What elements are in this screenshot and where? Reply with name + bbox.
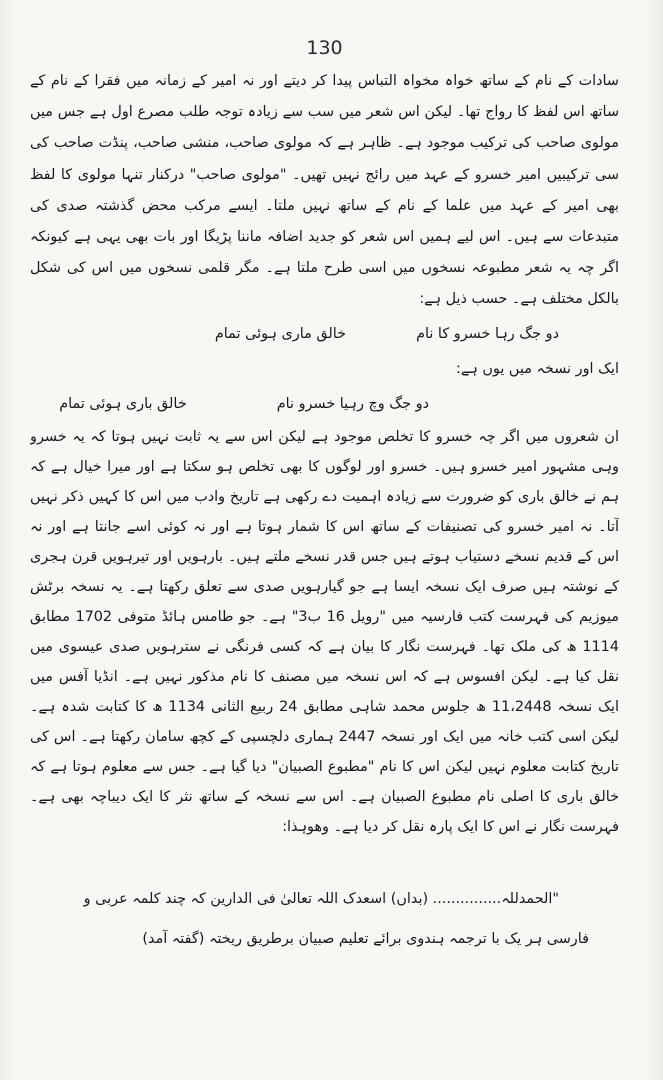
verse-2 — [30, 386, 619, 422]
verse-1-line-b: خالق ماری ہوئی تمام — [214, 326, 347, 342]
quote-line-2: فارسی ہر یک با ترجمہ ہندوی برائے تعلیم صبیان برطریق ریختہ (گفتہ آمد) — [142, 931, 589, 947]
verse-1-line-a: دو جگ رہا خسرو کا نام — [416, 326, 559, 342]
page-number: 130 — [306, 37, 343, 59]
verse-2-line-a: دو جگ وچ رہیا خسرو نام — [276, 396, 429, 412]
verse-1 — [30, 316, 619, 352]
paragraph-2: ان شعروں میں اگر چہ خسرو کا تخلص موجود ہے لیکن اس سے یہ ثابت نہیں ہوتا کہ یہ خسرو وہی مشہور امیر خسرو ہیں۔ خسرو اور لوگوں کا بھی تخلص ہو سکتا ہے اور میرا خیال ہے کہ ہم نے خالق باری کو ضرورت سے زیادہ اہمیت دے رکھی ہے تاریخ وادب میں اس کا کہیں ذکر نہیں آتا۔ نہ امیر خسرو کی تصنیفات کے ساتھ اس کا شمار ہوتا ہے اور نہ کوئی اسے جانتا ہے اور نہ اس کے قدیم نسخے دستیاب ہوتے ہیں جس قدر نسخے ملتے ہیں۔ بارہویں اور تیرہویں قرن ہجری کے نوشتہ ہیں صرف ایک نسخہ ایسا ہے جو گیارہویں صدی سے تعلق رکھتا ہے۔ یہ نسخہ برٹش میوزیم کی فہرست کتب فارسیہ میں "رویل 16 ب3" ہے۔ جو طامس ہائڈ متوفی 1702 مطابق 1114 ھ کی ملک تھا۔ فہرست نگار کا بیان ہے کہ کسی فرنگی نے سترہویں صدی عیسوی میں نقل کیا ہے۔ لیکن افسوس ہے کہ اس نسخہ میں مصنف کا نام مذکور نہیں ہے۔ انڈیا آفس میں ایک نسخہ 11،2448 ھ جلوس محمد شاہی مطابق 24 ربیع الثانی 1134 ھ کا کتابت شدہ ہے۔ لیکن اسی کتب خانہ میں ایک اور نسخہ 2447 ہماری دلچسپی کے کچھ سامان رکھتا ہے۔ اس کی تاریخ کتابت معلوم نہیں لیکن اس کا نام "مطبوع الصبیان" دیا گیا ہے۔ جس سے معلوم ہوتا ہے کہ خالق باری کا اصلی نام مطبوع الصبیان ہے۔ اس سے نسخہ کے ساتھ نثر کا ایک دیباچہ بھی ہے۔ فہرست نگار نے اس کا ایک پارہ نقل کر دیا ہے۔ وھوہذا: — [30, 429, 619, 835]
paragraph-1: سادات کے نام کے ساتھ خواہ مخواہ التباس پیدا کر دیتے اور نہ امیر کے زمانہ میں فقرا کے نام کے ساتھ اس لفظ کا رواج تھا۔ لیکن اس شعر میں سب سے زیادہ توجہ طلب مصرع اول ہے جس میں مولوی صاحب کی ترکیب موجود ہے۔ ظاہر ہے کہ مولوی صاحب، منشی صاحب، پنڈت صاحب کی سی ترکیبیں امیر خسرو کے عہد میں رائج نہیں تھیں۔ "مولوی صاحب" درکنار تنہا مولوی کا لفظ بھی امیر کے عہد میں علما کے نام کے ساتھ نہیں ملتا۔ ایسے مرکب محض گذشتہ صدی کی متبدعات سے ہیں۔ اس لیے ہمیں اس شعر کو جدید اضافہ ماننا پڑیگا اور بات بھی یہی ہے کیونکہ اگر چہ یہ شعر مطبوعہ نسخوں میں اسی طرح ملتا ہے۔ مگر قلمی نسخوں میں اس کی شکل بالکل مختلف ہے۔ حسب ذیل ہے: — [30, 73, 619, 308]
intro-line: ایک اور نسخہ میں یوں ہے: — [456, 361, 619, 377]
verse-2-line-b: خالق باری ہوئی تمام — [59, 396, 187, 412]
quote-line-1: "الحمدللہ............... (بداں) اسعدک اللہ تعالیٰ فی الدارین کہ چند کلمہ عربی و — [83, 891, 559, 907]
